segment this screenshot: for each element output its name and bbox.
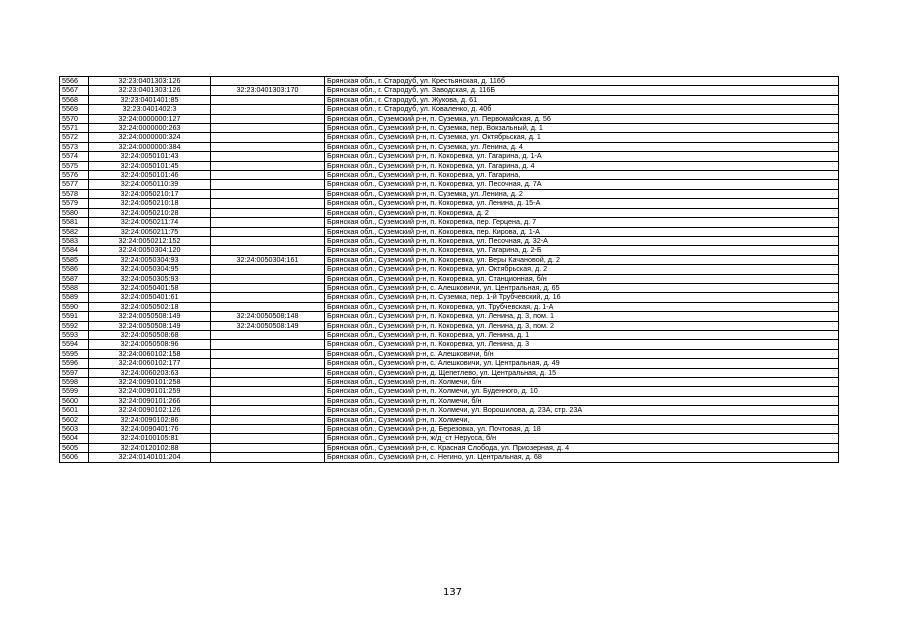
linked-cadastral-number-cell [211, 265, 325, 274]
table-row [60, 105, 839, 114]
table-row [60, 236, 839, 245]
address-cell: Брянская обл., Суземский р-н, п. Кокоревка, д. 2 [325, 208, 839, 217]
linked-cadastral-number-cell [211, 378, 325, 387]
linked-cadastral-number-cell [211, 227, 325, 236]
address-cell: Брянская обл., г. Стародуб, ул. Заводская, д. 116Б [325, 86, 839, 95]
address-cell: Брянская обл., Суземский р-н, п. Кокоревка, ул. Веры Качановой, д. 2 [325, 255, 839, 264]
linked-cadastral-number-cell [211, 161, 325, 170]
cadastral-number-cell: 32:23:0401303:126 [89, 77, 211, 86]
table-row [60, 161, 839, 170]
row-number-cell: 5568 [60, 95, 89, 104]
row-number-cell: 5601 [60, 406, 89, 415]
row-number-cell: 5584 [60, 246, 89, 255]
cadastral-number-cell: 32:24:0090102:86 [89, 415, 211, 424]
row-number-cell: 5588 [60, 283, 89, 292]
address-cell: Брянская обл., Суземский р-н, п. Кокоревка, ул. Трубчевская, д. 1-А [325, 302, 839, 311]
linked-cadastral-number-cell [211, 434, 325, 443]
cadastral-number-cell: 32:24:0050304:95 [89, 265, 211, 274]
cadastral-number-cell: 32:24:0060102:158 [89, 349, 211, 358]
address-cell: Брянская обл., Суземский р-н, п. Кокоревка, ул. Песочная, д. 7А [325, 180, 839, 189]
linked-cadastral-number-cell [211, 152, 325, 161]
cadastral-number-cell: 32:24:0000000:127 [89, 114, 211, 123]
table-row [60, 330, 839, 339]
cadastral-number-cell: 32:24:0050212:152 [89, 236, 211, 245]
row-number-cell: 5600 [60, 396, 89, 405]
cadastral-number-cell: 32:24:0050508:149 [89, 312, 211, 321]
linked-cadastral-number-cell [211, 425, 325, 434]
linked-cadastral-number-cell [211, 77, 325, 86]
address-cell: Брянская обл., Суземский р-н, п. Кокоревка, пер. Кирова, д. 1-А [325, 227, 839, 236]
table-row [60, 180, 839, 189]
row-number-cell: 5589 [60, 293, 89, 302]
table-row [60, 114, 839, 123]
linked-cadastral-number-cell [211, 208, 325, 217]
table-row [60, 312, 839, 321]
address-cell: Брянская обл., Суземский р-н, п. Кокоревка, ул. Песочная, д. 32-А [325, 236, 839, 245]
linked-cadastral-number-cell [211, 218, 325, 227]
linked-cadastral-number-cell: 32:24:0050304:161 [211, 255, 325, 264]
table-row [60, 406, 839, 415]
cadastral-number-cell: 32:24:0140101:204 [89, 453, 211, 462]
address-cell: Брянская обл., Суземский р-н, п. Кокоревка, пер. Герцена, д. 7 [325, 218, 839, 227]
table-row [60, 227, 839, 236]
cadastral-number-cell: 32:24:0050304:120 [89, 246, 211, 255]
linked-cadastral-number-cell [211, 330, 325, 339]
table-row [60, 368, 839, 377]
address-cell: Брянская обл., Суземский р-н, п. Холмечи, ул. Ворошилова, д. 23А, стр. 23А [325, 406, 839, 415]
cadastral-number-cell: 32:24:0050210:18 [89, 199, 211, 208]
table-row [60, 387, 839, 396]
row-number-cell: 5592 [60, 321, 89, 330]
linked-cadastral-number-cell [211, 368, 325, 377]
address-cell: Брянская обл., Суземский р-н, п. Холмечи, б/н [325, 378, 839, 387]
row-number-cell: 5576 [60, 171, 89, 180]
row-number-cell: 5598 [60, 378, 89, 387]
cadastral-number-cell: 32:24:0050210:17 [89, 189, 211, 198]
table-row [60, 321, 839, 330]
address-cell: Брянская обл., Суземский р-н, п. Кокоревка, ул. Ленина, д. 3, пом. 2 [325, 321, 839, 330]
linked-cadastral-number-cell [211, 406, 325, 415]
table-row [60, 189, 839, 198]
linked-cadastral-number-cell [211, 189, 325, 198]
linked-cadastral-number-cell [211, 246, 325, 255]
row-number-cell: 5572 [60, 133, 89, 142]
address-cell: Брянская обл., г. Стародуб, ул. Жукова, д. 61 [325, 95, 839, 104]
address-cell: Брянская обл., Суземский р-н, п. Кокоревка, ул. Ленина, д. 3 [325, 340, 839, 349]
linked-cadastral-number-cell: 32:24:0050508:148 [211, 312, 325, 321]
row-number-cell: 5579 [60, 199, 89, 208]
cadastral-number-cell: 32:24:0000000:324 [89, 133, 211, 142]
row-number-cell: 5594 [60, 340, 89, 349]
table-row [60, 283, 839, 292]
table-row [60, 77, 839, 86]
cadastral-number-cell: 32:24:0090401:76 [89, 425, 211, 434]
address-cell: Брянская обл., Суземский р-н, с. Алешковичи, ул. Центральная, д. 65 [325, 283, 839, 292]
linked-cadastral-number-cell [211, 443, 325, 452]
address-cell: Брянская обл., г. Стародуб, ул. Коваленко, д. 40б [325, 105, 839, 114]
address-cell: Брянская обл., Суземский р-н, п. Суземка, ул. Октябрьская, д. 1 [325, 133, 839, 142]
cadastral-number-cell: 32:24:0050101:45 [89, 161, 211, 170]
table-row [60, 302, 839, 311]
linked-cadastral-number-cell [211, 340, 325, 349]
address-cell: Брянская обл., Суземский р-н, п. Кокоревка, ул. Гагарина, д. 1-А [325, 152, 839, 161]
row-number-cell: 5591 [60, 312, 89, 321]
linked-cadastral-number-cell [211, 105, 325, 114]
cadastral-number-cell: 32:24:0000000:384 [89, 142, 211, 151]
cadastral-number-cell: 32:24:0060102:177 [89, 359, 211, 368]
row-number-cell: 5569 [60, 105, 89, 114]
cadastral-number-cell: 32:24:0050508:149 [89, 321, 211, 330]
linked-cadastral-number-cell [211, 293, 325, 302]
address-cell: Брянская обл., Суземский р-н, п. Суземка, ул. Первомайская, д. 56 [325, 114, 839, 123]
cadastral-number-cell: 32:24:0050401:58 [89, 283, 211, 292]
row-number-cell: 5577 [60, 180, 89, 189]
address-cell: Брянская обл., Суземский р-н, п. Кокоревка, ул. Октябрьская, д. 2 [325, 265, 839, 274]
address-cell: Брянская обл., Суземский р-н, п. Суземка, ул. Ленина, д. 2 [325, 189, 839, 198]
cadastral-number-cell: 32:24:0090102:126 [89, 406, 211, 415]
table-row [60, 218, 839, 227]
linked-cadastral-number-cell [211, 349, 325, 358]
cadastral-number-cell: 32:23:0401303:126 [89, 86, 211, 95]
linked-cadastral-number-cell [211, 453, 325, 462]
row-number-cell: 5567 [60, 86, 89, 95]
row-number-cell: 5566 [60, 77, 89, 86]
linked-cadastral-number-cell [211, 95, 325, 104]
address-cell: Брянская обл., Суземский р-н, п. Суземка, пер. Вокзальный, д. 1 [325, 124, 839, 133]
linked-cadastral-number-cell [211, 199, 325, 208]
table-row [60, 265, 839, 274]
address-cell: Брянская обл., Суземский р-н, п. Кокоревка, ул. Ленина, д. 15-А [325, 199, 839, 208]
linked-cadastral-number-cell [211, 359, 325, 368]
table-row [60, 396, 839, 405]
address-cell: Брянская обл., Суземский р-н, п. Суземка, пер. 1-й Трубчевский, д. 16 [325, 293, 839, 302]
cadastral-number-cell: 32:24:0050508:68 [89, 330, 211, 339]
address-cell: Брянская обл., Суземский р-н, п. Кокоревка, ул. Гагарина, д. 2-Б [325, 246, 839, 255]
cadastral-number-cell: 32:24:0050211:74 [89, 218, 211, 227]
address-cell: Брянская обл., Суземский р-н, с. Алешковичи, ул. Центральная, д. 49 [325, 359, 839, 368]
registry-table-body [60, 77, 839, 463]
row-number-cell: 5596 [60, 359, 89, 368]
cadastral-number-cell: 32:24:0050101:43 [89, 152, 211, 161]
cadastral-number-cell: 32:24:0100105:81 [89, 434, 211, 443]
table-row [60, 95, 839, 104]
address-cell: Брянская обл., Суземский р-н, п. Кокоревка, ул. Ленина, д. 3, пом. 1 [325, 312, 839, 321]
linked-cadastral-number-cell [211, 124, 325, 133]
linked-cadastral-number-cell [211, 142, 325, 151]
linked-cadastral-number-cell [211, 180, 325, 189]
row-number-cell: 5581 [60, 218, 89, 227]
table-row [60, 86, 839, 95]
cadastral-number-cell: 32:24:0050210:28 [89, 208, 211, 217]
table-row [60, 415, 839, 424]
address-cell: Брянская обл., Суземский р-н, д. Березовка, ул. Почтовая, д. 18 [325, 425, 839, 434]
table-row [60, 340, 839, 349]
cadastral-number-cell: 32:24:0060203:63 [89, 368, 211, 377]
row-number-cell: 5574 [60, 152, 89, 161]
cadastral-number-cell: 32:23:0401401:85 [89, 95, 211, 104]
row-number-cell: 5582 [60, 227, 89, 236]
row-number-cell: 5586 [60, 265, 89, 274]
table-row [60, 425, 839, 434]
cadastral-number-cell: 32:24:0120102:88 [89, 443, 211, 452]
cadastral-number-cell: 32:24:0050502:18 [89, 302, 211, 311]
registry-table [59, 76, 839, 463]
row-number-cell: 5595 [60, 349, 89, 358]
cadastral-number-cell: 32:24:0050304:93 [89, 255, 211, 264]
row-number-cell: 5585 [60, 255, 89, 264]
linked-cadastral-number-cell [211, 283, 325, 292]
row-number-cell: 5587 [60, 274, 89, 283]
table-row [60, 453, 839, 462]
linked-cadastral-number-cell [211, 133, 325, 142]
linked-cadastral-number-cell [211, 171, 325, 180]
table-row [60, 124, 839, 133]
row-number-cell: 5578 [60, 189, 89, 198]
address-cell: Брянская обл., Суземский р-н, п. Кокоревка, ул. Гагарина, д. 4 [325, 161, 839, 170]
address-cell: Брянская обл., Суземский р-н, п. Кокоревка, ул. Ленина, д. 1 [325, 330, 839, 339]
linked-cadastral-number-cell [211, 415, 325, 424]
row-number-cell: 5604 [60, 434, 89, 443]
table-row [60, 246, 839, 255]
linked-cadastral-number-cell [211, 274, 325, 283]
address-cell: Брянская обл., Суземский р-н, п. Кокоревка, ул. Гагарина, [325, 171, 839, 180]
cadastral-number-cell: 32:24:0050305:93 [89, 274, 211, 283]
table-row [60, 152, 839, 161]
cadastral-number-cell: 32:24:0050508:96 [89, 340, 211, 349]
row-number-cell: 5602 [60, 415, 89, 424]
table-row [60, 349, 839, 358]
linked-cadastral-number-cell [211, 396, 325, 405]
row-number-cell: 5603 [60, 425, 89, 434]
address-cell: Брянская обл., Суземский р-н, с. Негино, ул. Центральная, д. 68 [325, 453, 839, 462]
row-number-cell: 5599 [60, 387, 89, 396]
linked-cadastral-number-cell: 32:24:0050508:149 [211, 321, 325, 330]
row-number-cell: 5575 [60, 161, 89, 170]
table-row [60, 443, 839, 452]
row-number-cell: 5573 [60, 142, 89, 151]
table-row [60, 359, 839, 368]
address-cell: Брянская обл., Суземский р-н, п. Кокоревка, ул. Станционная, б/н [325, 274, 839, 283]
cadastral-number-cell: 32:24:0090101:266 [89, 396, 211, 405]
address-cell: Брянская обл., г. Стародуб, ул. Крестьянская, д. 116б [325, 77, 839, 86]
table-row [60, 199, 839, 208]
table-row [60, 293, 839, 302]
cadastral-number-cell: 32:24:0050110:39 [89, 180, 211, 189]
address-cell: Брянская обл., Суземский р-н, д. Щепетлево, ул. Центральная, д. 15 [325, 368, 839, 377]
table-row [60, 378, 839, 387]
address-cell: Брянская обл., Суземский р-н, п. Холмечи, б/н [325, 396, 839, 405]
row-number-cell: 5571 [60, 124, 89, 133]
page-number: 137 [442, 587, 463, 598]
table-row [60, 208, 839, 217]
table-row [60, 255, 839, 264]
address-cell: Брянская обл., Суземский р-н, с. Алешковичи, б/н [325, 349, 839, 358]
table-row [60, 274, 839, 283]
linked-cadastral-number-cell [211, 387, 325, 396]
cadastral-number-cell: 32:24:0050401:61 [89, 293, 211, 302]
address-cell: Брянская обл., Суземский р-н, п. Холмечи, [325, 415, 839, 424]
linked-cadastral-number-cell [211, 302, 325, 311]
address-cell: Брянская обл., Суземский р-н, с. Красная Слобода, ул. Приозерная, д. 4 [325, 443, 839, 452]
row-number-cell: 5606 [60, 453, 89, 462]
linked-cadastral-number-cell: 32:23:0401303:170 [211, 86, 325, 95]
cadastral-number-cell: 32:24:0090101:259 [89, 387, 211, 396]
table-row [60, 434, 839, 443]
linked-cadastral-number-cell [211, 114, 325, 123]
cadastral-number-cell: 32:23:0401402:3 [89, 105, 211, 114]
row-number-cell: 5593 [60, 330, 89, 339]
cadastral-number-cell: 32:24:0050211:75 [89, 227, 211, 236]
cadastral-number-cell: 32:24:0090101:258 [89, 378, 211, 387]
row-number-cell: 5605 [60, 443, 89, 452]
address-cell: Брянская обл., Суземский р-н, ж/д_ст Нерусса, б/н [325, 434, 839, 443]
address-cell: Брянская обл., Суземский р-н, п. Суземка, ул. Ленина, д. 4 [325, 142, 839, 151]
row-number-cell: 5580 [60, 208, 89, 217]
table-row [60, 171, 839, 180]
row-number-cell: 5597 [60, 368, 89, 377]
table-row [60, 142, 839, 151]
row-number-cell: 5590 [60, 302, 89, 311]
cadastral-number-cell: 32:24:0050101:46 [89, 171, 211, 180]
row-number-cell: 5583 [60, 236, 89, 245]
linked-cadastral-number-cell [211, 236, 325, 245]
row-number-cell: 5570 [60, 114, 89, 123]
cadastral-number-cell: 32:24:0000000:263 [89, 124, 211, 133]
table-row [60, 133, 839, 142]
address-cell: Брянская обл., Суземский р-н, п. Холмечи, ул. Буденного, д. 10 [325, 387, 839, 396]
